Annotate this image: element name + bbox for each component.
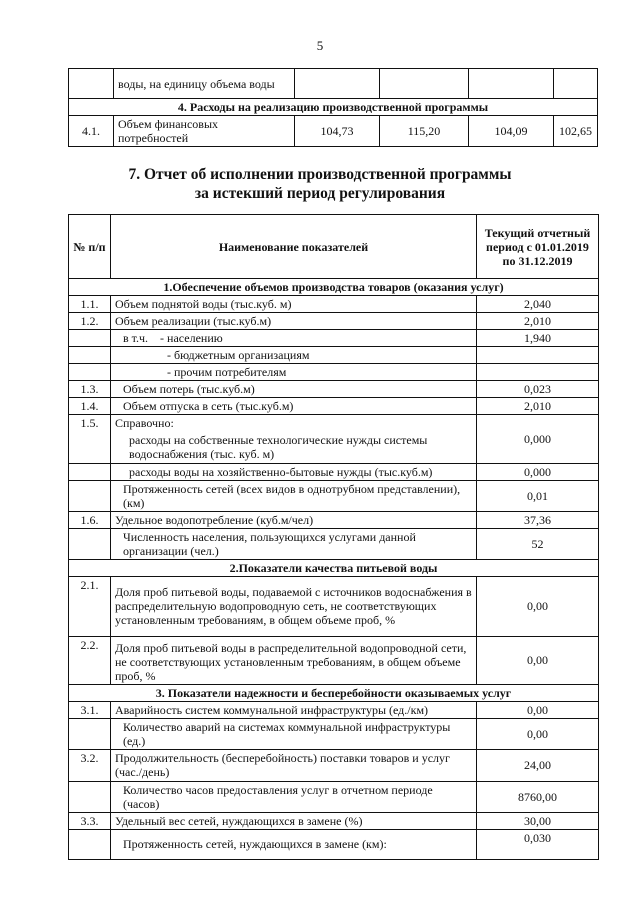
value-cell: 104,73 — [295, 116, 380, 147]
row-label: Количество аварий на системах коммунальной инфраструктуры (ед.) — [111, 718, 477, 749]
table-row — [69, 116, 598, 147]
row-number — [69, 718, 111, 749]
value-cell: 24,00 — [477, 749, 599, 781]
header-number: № п/п — [69, 215, 111, 279]
row-number: 1.6. — [69, 511, 111, 528]
row-number — [69, 528, 111, 559]
value-cell: 115,20 — [380, 116, 469, 147]
row-label: Протяженность сетей (всех видов в однотрубном представлении), (км) — [111, 480, 477, 511]
row-number: 3.3. — [69, 812, 111, 829]
row-number — [69, 781, 111, 812]
row-label: Объем потерь (тыс.куб.м) — [111, 381, 477, 398]
value-cell: 30,00 — [477, 812, 599, 829]
row-label: Протяженность сетей, нуждающихся в замене (км): — [111, 829, 477, 859]
table-row — [69, 559, 599, 576]
row-number: 2.2. — [69, 636, 111, 684]
row-number — [69, 480, 111, 511]
row-label: - прочим потребителям — [111, 364, 477, 381]
table-row — [69, 99, 598, 116]
value-cell: 0,000 — [477, 463, 599, 480]
table-row — [69, 749, 599, 781]
value-cell — [477, 364, 599, 381]
row-label: Удельный вес сетей, нуждающихся в замене (%) — [111, 812, 477, 829]
row-number: 3.1. — [69, 701, 111, 718]
row-label: Продолжительность (бесперебойность) поставки товаров и услуг (час./день) — [111, 749, 477, 781]
row-number: 4.1. — [69, 116, 114, 147]
row-label: Объем поднятой воды (тыс.куб. м) — [111, 296, 477, 313]
row-number: 3.2. — [69, 749, 111, 781]
table-row — [69, 313, 599, 330]
value-cell: 0,023 — [477, 381, 599, 398]
value-cell: 104,09 — [469, 116, 554, 147]
row-label: Количество часов предоставления услуг в отчетном периоде (часов) — [111, 781, 477, 812]
value-cell: 0,00 — [477, 636, 599, 684]
value-cell: 2,010 — [477, 313, 599, 330]
table-row — [69, 463, 599, 480]
value-cell: 0,01 — [477, 480, 599, 511]
table-row — [69, 330, 599, 347]
row-number: 1.2. — [69, 313, 111, 330]
row-number: 1.5. — [69, 415, 111, 464]
row-label: Доля проб питьевой воды в распределительной водопроводной сети, не соответствующих установленным требованиям, в общем объеме проб, % — [111, 636, 477, 684]
value-cell: 0,00 — [477, 701, 599, 718]
row-number — [69, 829, 111, 859]
row-label: Удельное водопотребление (куб.м/чел) — [111, 511, 477, 528]
header-period: Текущий отчетный период с 01.01.2019 по 31.12.2019 — [477, 215, 599, 279]
table-row — [69, 381, 599, 398]
value-cell: 0,00 — [477, 576, 599, 636]
table-row — [69, 812, 599, 829]
table-row — [69, 398, 599, 415]
table-row — [69, 279, 599, 296]
row-label: расходы воды на хозяйственно-бытовые нужды (тыс.куб.м) — [111, 463, 477, 480]
row-label: расходы на собственные технологические нужды системы водоснабжения (тыс. куб. м) — [111, 431, 477, 463]
report-title — [0, 165, 640, 203]
row-number: 2.1. — [69, 576, 111, 636]
row-number — [69, 347, 111, 364]
row-label: Объем отпуска в сеть (тыс.куб.м) — [111, 398, 477, 415]
program-expenses-table — [68, 68, 598, 147]
value-cell: 37,36 — [477, 511, 599, 528]
table-row — [69, 829, 599, 859]
value-cell: 1,940 — [477, 330, 599, 347]
value-cell — [477, 347, 599, 364]
table-row — [69, 576, 599, 636]
row-label: Объем реализации (тыс.куб.м) — [111, 313, 477, 330]
header-name: Наименование показателей — [111, 215, 477, 279]
row-number — [69, 364, 111, 381]
row-label: Объем финансовых потребностей — [114, 116, 295, 147]
row-number: 1.4. — [69, 398, 111, 415]
table-row — [69, 415, 599, 432]
value-cell: 52 — [477, 528, 599, 559]
table-row — [69, 528, 599, 559]
row-number — [69, 463, 111, 480]
value-cell: 2,010 — [477, 398, 599, 415]
table-row — [69, 701, 599, 718]
row-number: 1.1. — [69, 296, 111, 313]
value-cell: 0,00 — [477, 718, 599, 749]
table-row — [69, 511, 599, 528]
section-3-heading: 3. Показатели надежности и бесперебойности оказываемых услуг — [69, 684, 599, 701]
section-2-heading: 2.Показатели качества питьевой воды — [69, 559, 599, 576]
report-table — [68, 214, 599, 860]
row-label: Аварийность систем коммунальной инфраструктуры (ед./км) — [111, 701, 477, 718]
row-label: в т.ч. - населению — [111, 330, 477, 347]
table-row — [69, 364, 599, 381]
table-header — [69, 215, 599, 279]
section-4-heading: 4. Расходы на реализацию производственной программы — [69, 99, 598, 116]
value-cell: 2,040 — [477, 296, 599, 313]
value-cell: 8760,00 — [477, 781, 599, 812]
table-row — [69, 781, 599, 812]
row-label: Численность населения, пользующихся услугами данной организации (чел.) — [111, 528, 477, 559]
row-number: 1.3. — [69, 381, 111, 398]
value-cell: 0,000 — [477, 415, 599, 464]
report-title-line-1: 7. Отчет об исполнении производственной программы — [128, 166, 512, 183]
table-row — [69, 718, 599, 749]
row-label: Доля проб питьевой воды, подаваемой с источников водоснабжения в распределительную водопроводную сеть, не соответствующих установленным требованиям, в общем объеме проб, % — [111, 576, 477, 636]
table-row — [69, 480, 599, 511]
page-number: 5 — [316, 38, 324, 53]
report-title-line-2: за истекший период регулирования — [194, 185, 446, 202]
row-label: воды, на единицу объема воды — [118, 76, 275, 91]
table-row — [69, 296, 599, 313]
row-label: - бюджетным организациям — [111, 347, 477, 364]
row-number — [69, 330, 111, 347]
table-row — [69, 636, 599, 684]
table-row — [69, 69, 598, 99]
value-cell: 102,65 — [554, 116, 598, 147]
value-cell: 0,030 — [477, 829, 599, 859]
table-row — [69, 347, 599, 364]
section-1-heading: 1.Обеспечение объемов производства товаров (оказания услуг) — [69, 279, 599, 296]
table-row — [69, 684, 599, 701]
row-label: Справочно: — [111, 415, 477, 432]
